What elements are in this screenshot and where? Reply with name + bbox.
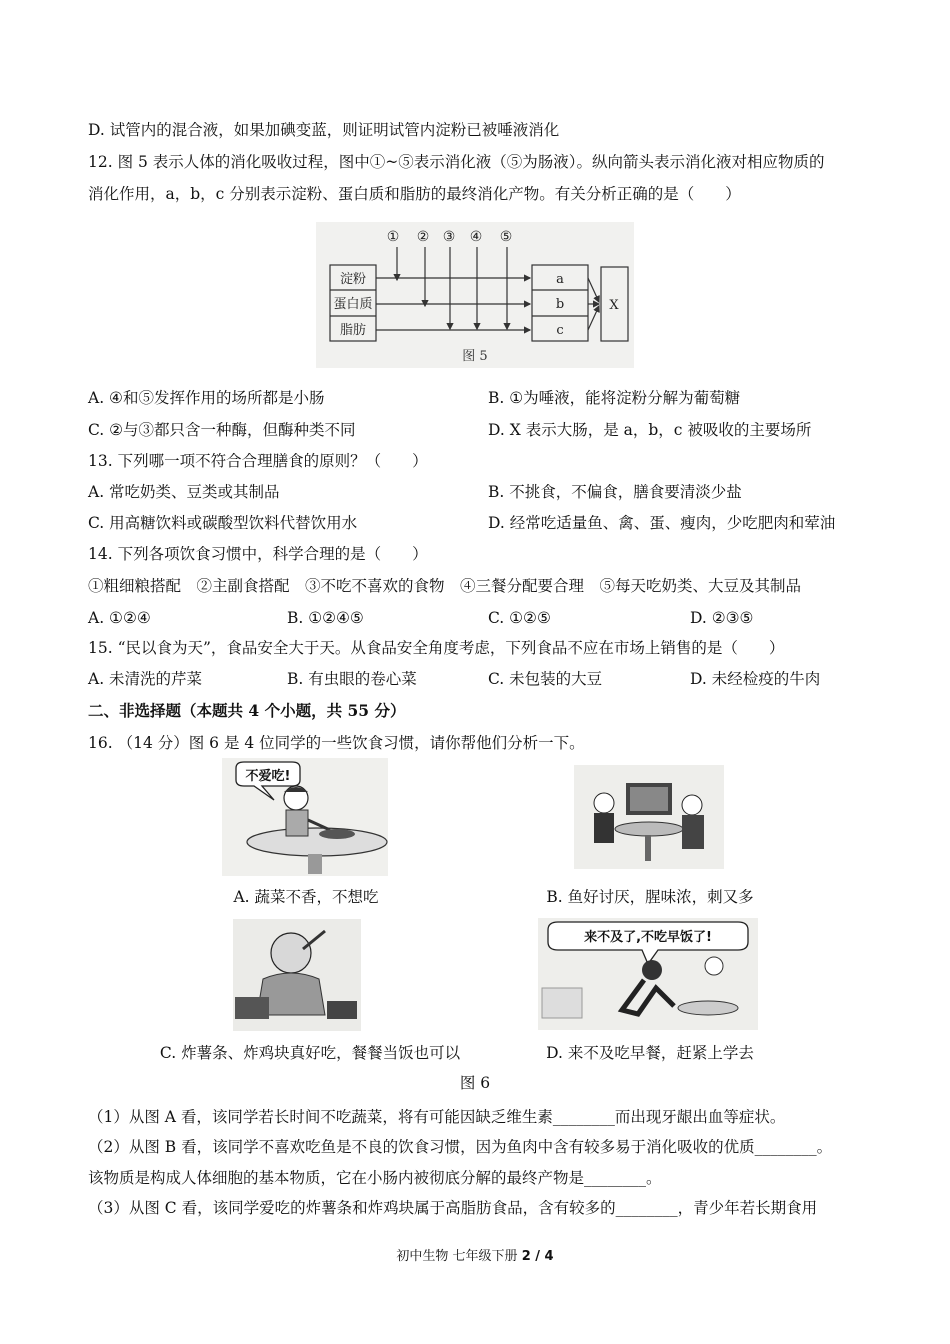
footer-text: 初中生物 七年级下册 (396, 1249, 522, 1264)
label-x: X (609, 298, 619, 313)
figure-6a-illustration (222, 758, 388, 876)
figure-6c-caption: C. 炸薯条、炸鸡块真好吃，餐餐当饭也可以 (159, 1044, 461, 1062)
q13-option-b: B. 不挑食，不偏食，膳食要清淡少盐 (488, 483, 742, 501)
section-2-heading: 二、非选择题（本题共 4 个小题，共 55 分） (88, 701, 406, 720)
digestive-juice-2: ② (416, 229, 430, 245)
q15-option-c: C. 未包装的大豆 (488, 670, 603, 688)
product-a: a (556, 272, 564, 287)
q16-part-2-line2: 该物质是构成人体细胞的基本物质，它在小肠内被彻底分解的最终产物是________。 (88, 1169, 662, 1187)
product-b: b (555, 297, 565, 312)
q14-option-c: C. ①②⑤ (488, 609, 551, 627)
q12-option-d: D. X 表示大肠，是 a，b，c 被吸收的主要场所 (488, 421, 812, 439)
q15-option-d: D. 未经检疫的牛肉 (690, 670, 821, 688)
q12-stem-line2: 消化作用，a，b，c 分别表示淀粉、蛋白质和脂肪的最终消化产物。有关分析正确的是（ ） (88, 185, 741, 203)
q14-option-d: D. ②③⑤ (690, 609, 754, 627)
figure-6a-caption: A. 蔬菜不香，不想吃 (233, 888, 379, 906)
q13-option-c: C. 用高糖饮料或碳酸型饮料代替饮用水 (88, 514, 358, 532)
digestive-juice-1: ① (386, 229, 400, 245)
q12-stem-line1: 12. 图 5 表示人体的消化吸收过程，图中①~⑤表示消化液（⑤为肠液）。纵向箭头表示消化液对相应物质的 (88, 153, 825, 171)
page-number: 2 / 4 (521, 1249, 554, 1264)
figure-6b-caption: B. 鱼好讨厌，腥味浓，刺又多 (546, 888, 754, 906)
q14-stem: 14. 下列各项饮食习惯中，科学合理的是（ ） (88, 545, 428, 563)
q12-option-c: C. ②与③都只含一种酶，但酶种类不同 (88, 421, 356, 439)
substance-starch: 淀粉 (339, 272, 367, 287)
bubble-a-text: 不爱吃! (245, 769, 291, 784)
q14-option-a: A. ①②④ (88, 609, 151, 627)
figure-5-svg (316, 222, 634, 368)
q12-option-b: B. ①为唾液，能将淀粉分解为葡萄糖 (488, 389, 741, 407)
figure-6d-illustration (538, 918, 758, 1030)
q16-stem: 16. （14 分）图 6 是 4 位同学的一些饮食习惯，请你帮他们分析一下。 (88, 734, 585, 752)
q16-part-1: （1）从图 A 看，该同学若长时间不吃蔬菜，将有可能因缺乏维生素________而出现牙龈出血等症状。 (88, 1108, 786, 1126)
q13-option-d: D. 经常吃适量鱼、禽、蛋、瘦肉，少吃肥肉和荤油 (488, 514, 836, 532)
product-c: c (556, 323, 564, 338)
q14-option-b: B. ①②④⑤ (287, 609, 364, 627)
q16-part-2-line1: （2）从图 B 看，该同学不喜欢吃鱼是不良的饮食习惯，因为鱼肉中含有较多易于消化吸收的优质________。 (88, 1138, 833, 1156)
q16-part-3: （3）从图 C 看，该同学爱吃的炸薯条和炸鸡块属于高脂肪食品，含有较多的________，青少年若长期食用 (88, 1199, 818, 1217)
substance-protein: 蛋白质 (333, 297, 373, 312)
digestive-juice-4: ④ (469, 229, 483, 245)
figure-6-caption: 图 6 (459, 1074, 491, 1092)
q14-items: ①粗细粮搭配 ②主副食搭配 ③不吃不喜欢的食物 ④三餐分配要合理 ⑤每天吃奶类、大豆及其制品 (88, 577, 802, 595)
q15-option-b: B. 有虫眼的卷心菜 (287, 670, 417, 688)
q12-option-a: A. ④和⑤发挥作用的场所都是小肠 (88, 389, 325, 407)
q13-stem: 13. 下列哪一项不符合合理膳食的原则？（ ） (88, 452, 428, 470)
q15-option-a: A. 未清洗的芹菜 (88, 670, 203, 688)
figure-6b-illustration (574, 765, 724, 869)
digestive-juice-5: ⑤ (499, 229, 513, 245)
q15-stem: 15. “民以食为天”，食品安全大于天。从食品安全角度考虑，下列食品不应在市场上销售的是（ ） (88, 639, 785, 657)
digestive-juice-3: ③ (442, 229, 456, 245)
figure-5-caption: 图 5 (462, 349, 488, 364)
figure-6c-illustration (233, 919, 361, 1031)
q11-option-d: D. 试管内的混合液，如果加碘变蓝，则证明试管内淀粉已被唾液消化 (88, 121, 560, 139)
substance-fat: 脂肪 (339, 323, 367, 338)
page-footer (0, 1249, 950, 1265)
bubble-d-text: 来不及了,不吃早饭了! (584, 930, 712, 945)
figure-6d-caption: D. 来不及吃早餐，赶紧上学去 (546, 1044, 754, 1062)
q13-option-a: A. 常吃奶类、豆类或其制品 (88, 483, 280, 501)
figure-5-diagram (316, 222, 634, 368)
